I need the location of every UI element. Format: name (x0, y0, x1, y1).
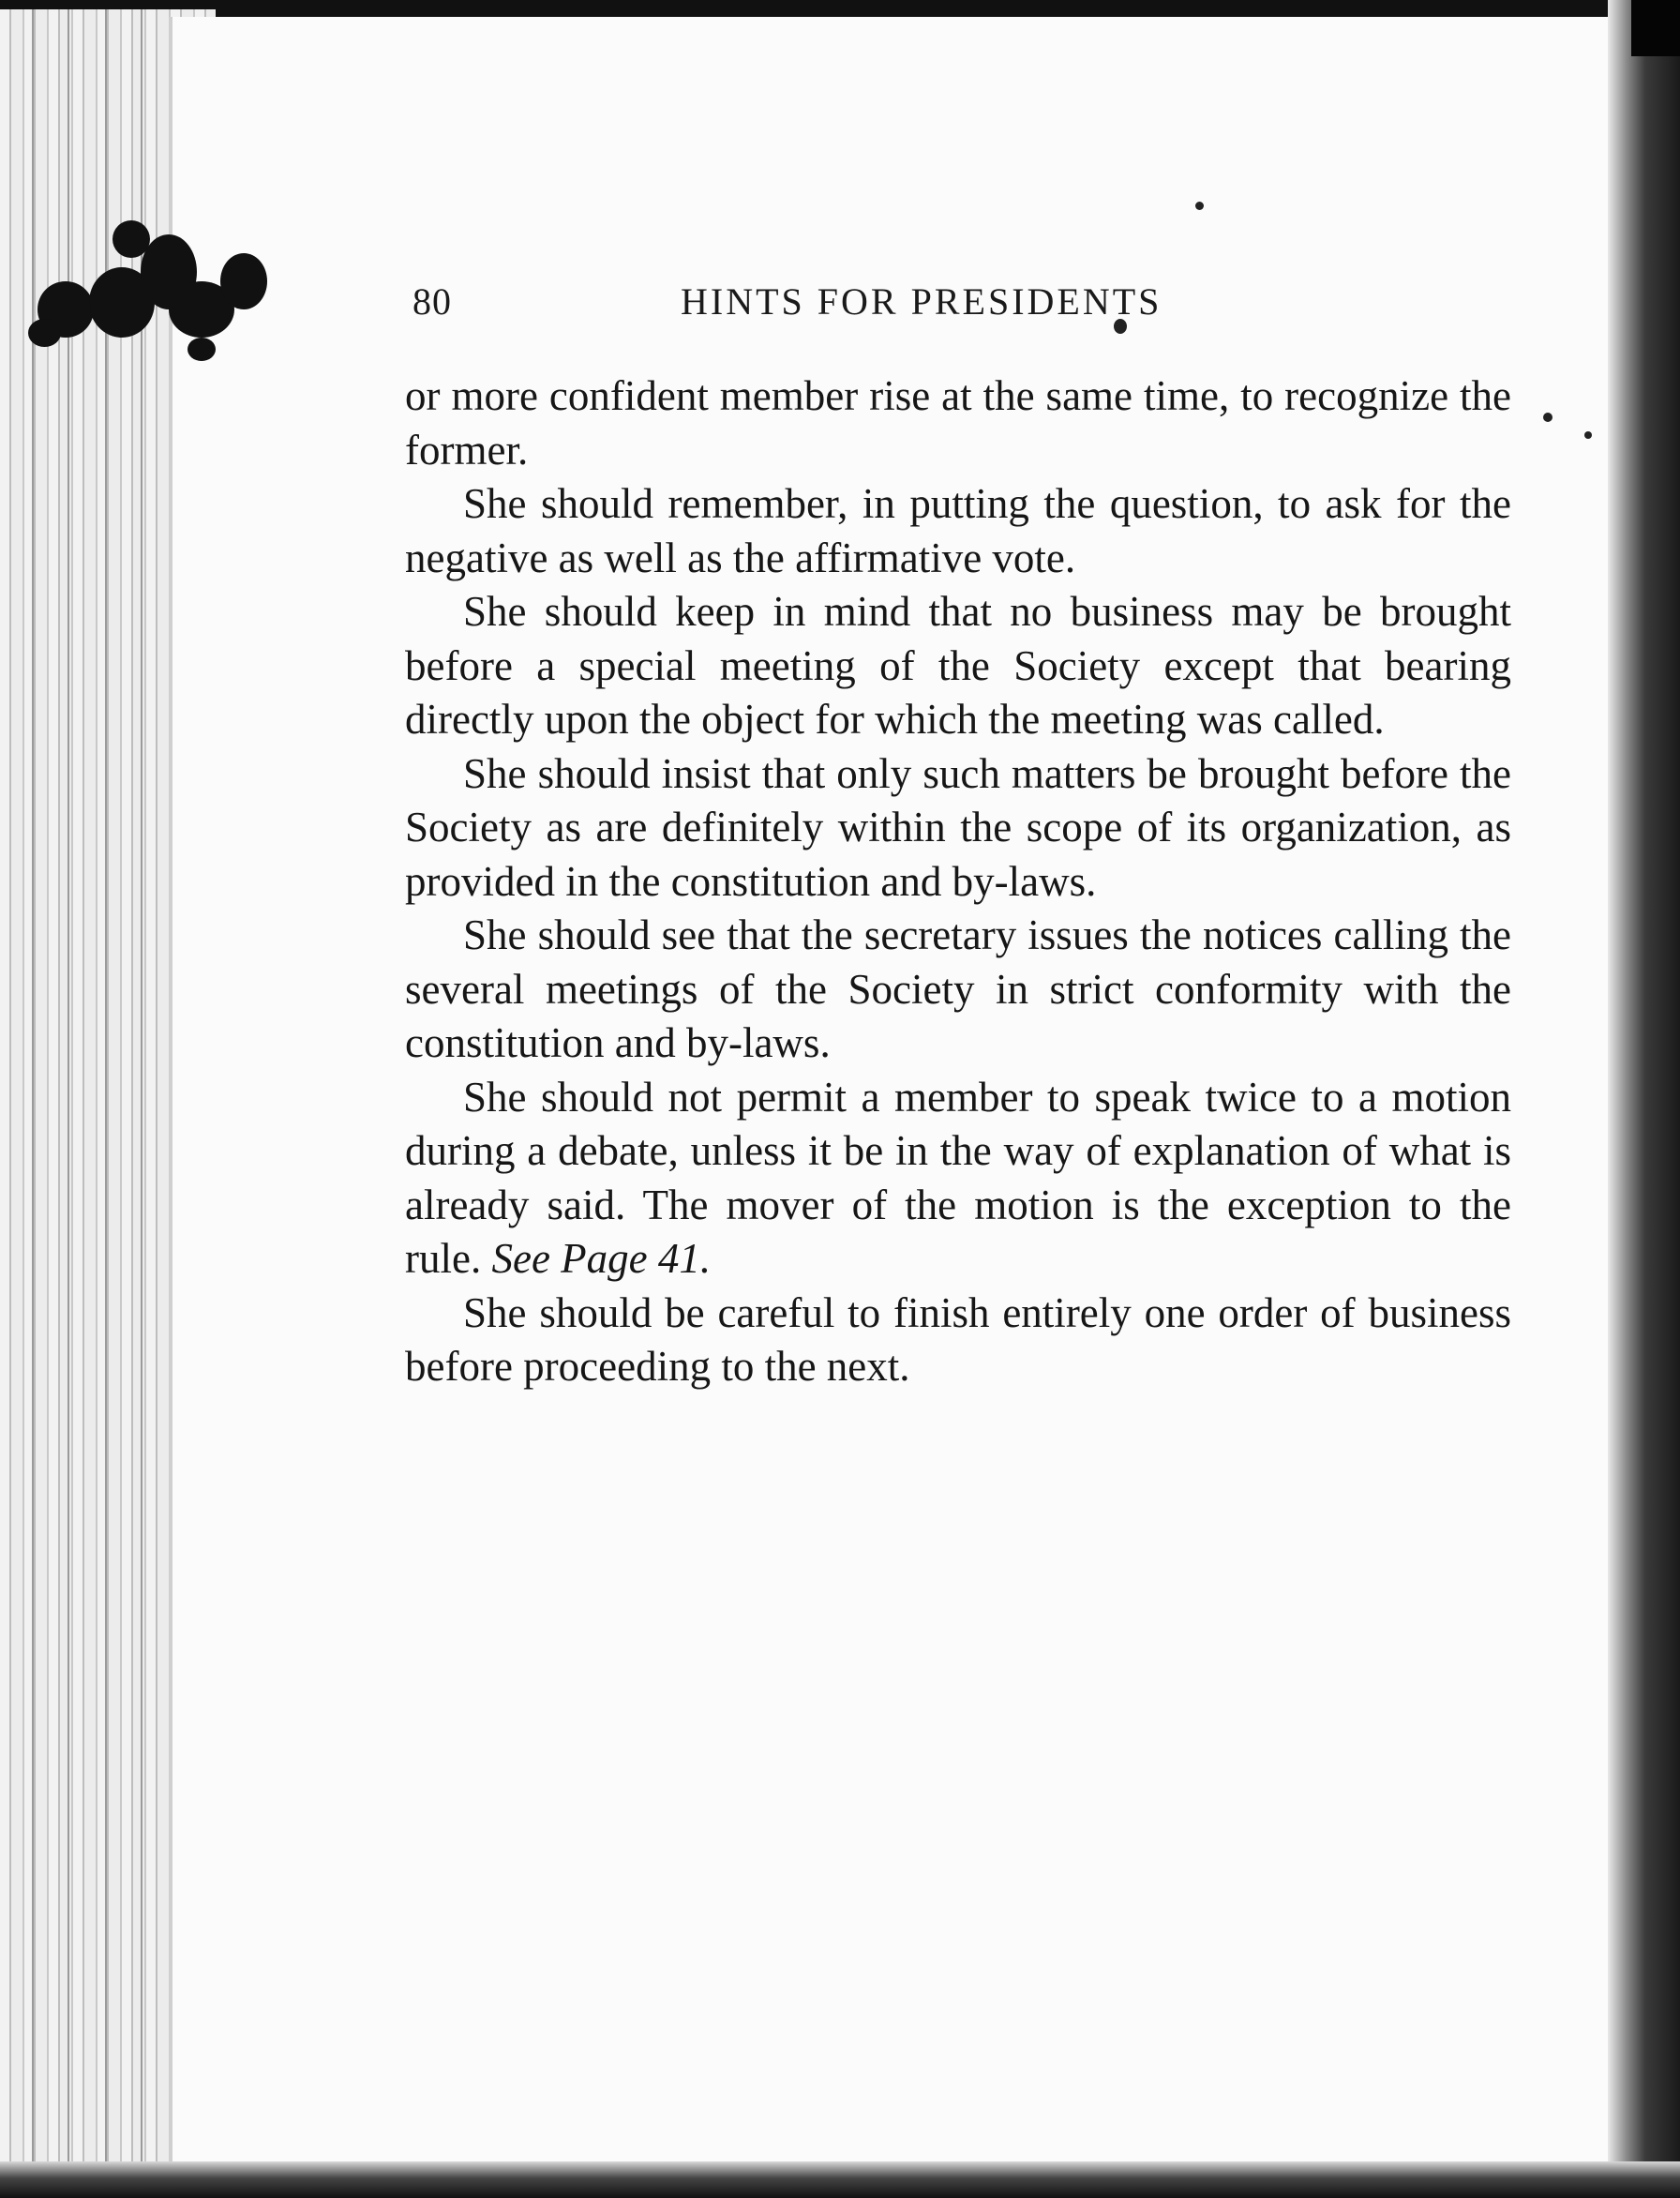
binding-shadow (1608, 0, 1680, 2198)
paragraph-text: She should see that the secretary issues the notices calling the several meetings of the Society in strict conformity with the constitution and by-laws. (405, 911, 1511, 1066)
paragraph-text: She should be careful to finish entirely one order of business before proceeding to the next. (405, 1288, 1511, 1390)
dust-speck (1195, 202, 1204, 210)
page-number: 80 (412, 280, 452, 323)
paragraph-text: She should remember, in putting the question, to ask for the negative as well as the affirmative vote. (405, 480, 1511, 581)
scanner-background-bottom (0, 2161, 1680, 2198)
paragraph-text: She should keep in mind that no business may be brought before a special meeting of the Society except that bearing directly upon the object for which the meeting was called. (405, 588, 1511, 743)
paragraph (405, 585, 1511, 747)
running-header (412, 279, 1256, 336)
page-edge-line (141, 9, 142, 2166)
dust-speck (1543, 413, 1552, 422)
paragraph (405, 909, 1511, 1071)
scanner-background-corner (1631, 0, 1680, 56)
paragraph-text: She should insist that only such matters be brought before the Society as are definitely within the scope of its organization, as provided in the constitution and by-laws. (405, 749, 1511, 905)
dust-speck (1584, 431, 1592, 439)
body-text (405, 369, 1511, 1394)
paragraph (405, 1287, 1511, 1394)
paragraph-text: She should not permit a member to speak twice to a motion during a debate, unless it be in the way of explanation of what is already said. The mover of the motion is the exception to the rule. (405, 1073, 1511, 1282)
paragraph (405, 747, 1511, 910)
paragraph (405, 369, 1511, 477)
paragraph (405, 1071, 1511, 1287)
running-title: HINTS FOR PRESIDENTS (681, 280, 1162, 323)
paragraph (405, 477, 1511, 585)
paragraph-text: or more confident member rise at the same time, to recognize the former. (405, 372, 1511, 474)
page-reference: See Page 41. (491, 1235, 712, 1282)
